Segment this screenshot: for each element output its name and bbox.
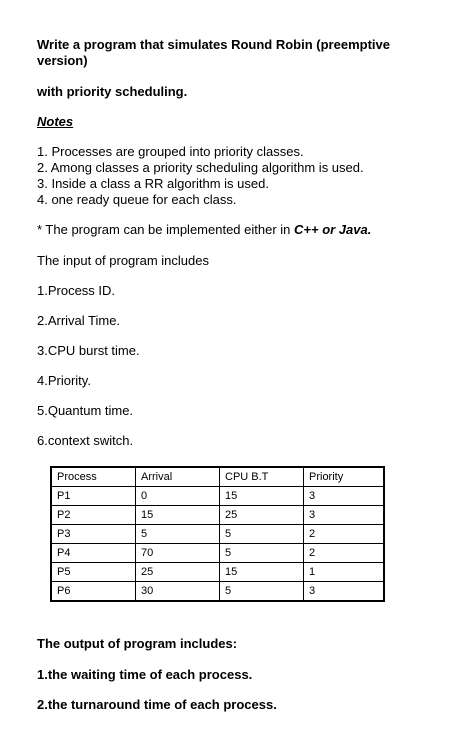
input-item: 2.Arrival Time. — [37, 313, 121, 328]
note-item: 1. Processes are grouped into priority classes. — [37, 144, 304, 159]
input-item: 5.Quantum time. — [37, 403, 134, 418]
note-item: 3. Inside a class a RR algorithm is used. — [37, 176, 269, 191]
output-intro: The output of program includes: — [37, 636, 238, 651]
table-row — [51, 487, 384, 506]
table-cell: P1 — [51, 487, 136, 506]
input-intro: The input of program includes — [37, 253, 209, 268]
note-item: 4. one ready queue for each class. — [37, 192, 237, 207]
table-cell: 15 — [220, 487, 304, 506]
assignment-heading: Write a program that simulates Round Robin (preemptive version) — [37, 37, 390, 68]
implementation-languages: C++ or Java. — [294, 222, 372, 237]
output-item: 1.the waiting time of each process. — [37, 667, 253, 682]
table-cell: P3 — [51, 525, 136, 544]
table-cell: 30 — [136, 582, 220, 602]
table-row — [51, 525, 384, 544]
table-header-cell: CPU B.T — [220, 467, 304, 487]
table-cell: 3 — [304, 487, 385, 506]
table-cell: 1 — [304, 563, 385, 582]
table-cell: 15 — [136, 506, 220, 525]
input-item: 3.CPU burst time. — [37, 343, 140, 358]
table-header-row — [51, 467, 384, 487]
table-cell: 5 — [220, 525, 304, 544]
input-item: 6.context switch. — [37, 433, 134, 448]
table-cell: 0 — [136, 487, 220, 506]
output-item: 2.the turnaround time of each process. — [37, 697, 277, 712]
table-cell: P2 — [51, 506, 136, 525]
table-cell: 5 — [220, 544, 304, 563]
input-item: 4.Priority. — [37, 373, 91, 388]
table-cell: P6 — [51, 582, 136, 602]
input-item: 1.Process ID. — [37, 283, 116, 298]
table-header-cell: Arrival — [136, 467, 220, 487]
table-cell: 5 — [136, 525, 220, 544]
table-header-cell: Process — [51, 467, 136, 487]
table-row — [51, 544, 384, 563]
table-cell: 3 — [304, 582, 385, 602]
table-cell: 2 — [304, 544, 385, 563]
table-cell: 25 — [136, 563, 220, 582]
table-cell: 15 — [220, 563, 304, 582]
table-cell: 3 — [304, 506, 385, 525]
process-table — [50, 466, 385, 602]
table-cell: P4 — [51, 544, 136, 563]
note-item: 2. Among classes a priority scheduling algorithm is used. — [37, 160, 364, 175]
table-cell: 70 — [136, 544, 220, 563]
table-row — [51, 582, 384, 602]
implementation-note-prefix: * The program can be implemented either in — [37, 222, 295, 237]
implementation-note — [37, 222, 371, 238]
table-row — [51, 506, 384, 525]
table-row — [51, 563, 384, 582]
table-cell: P5 — [51, 563, 136, 582]
table-cell: 5 — [220, 582, 304, 602]
table-cell: 25 — [220, 506, 304, 525]
table-cell: 2 — [304, 525, 385, 544]
table-header-cell: Priority — [304, 467, 385, 487]
notes-title: Notes — [37, 114, 74, 129]
assignment-subheading: with priority scheduling. — [37, 84, 188, 99]
